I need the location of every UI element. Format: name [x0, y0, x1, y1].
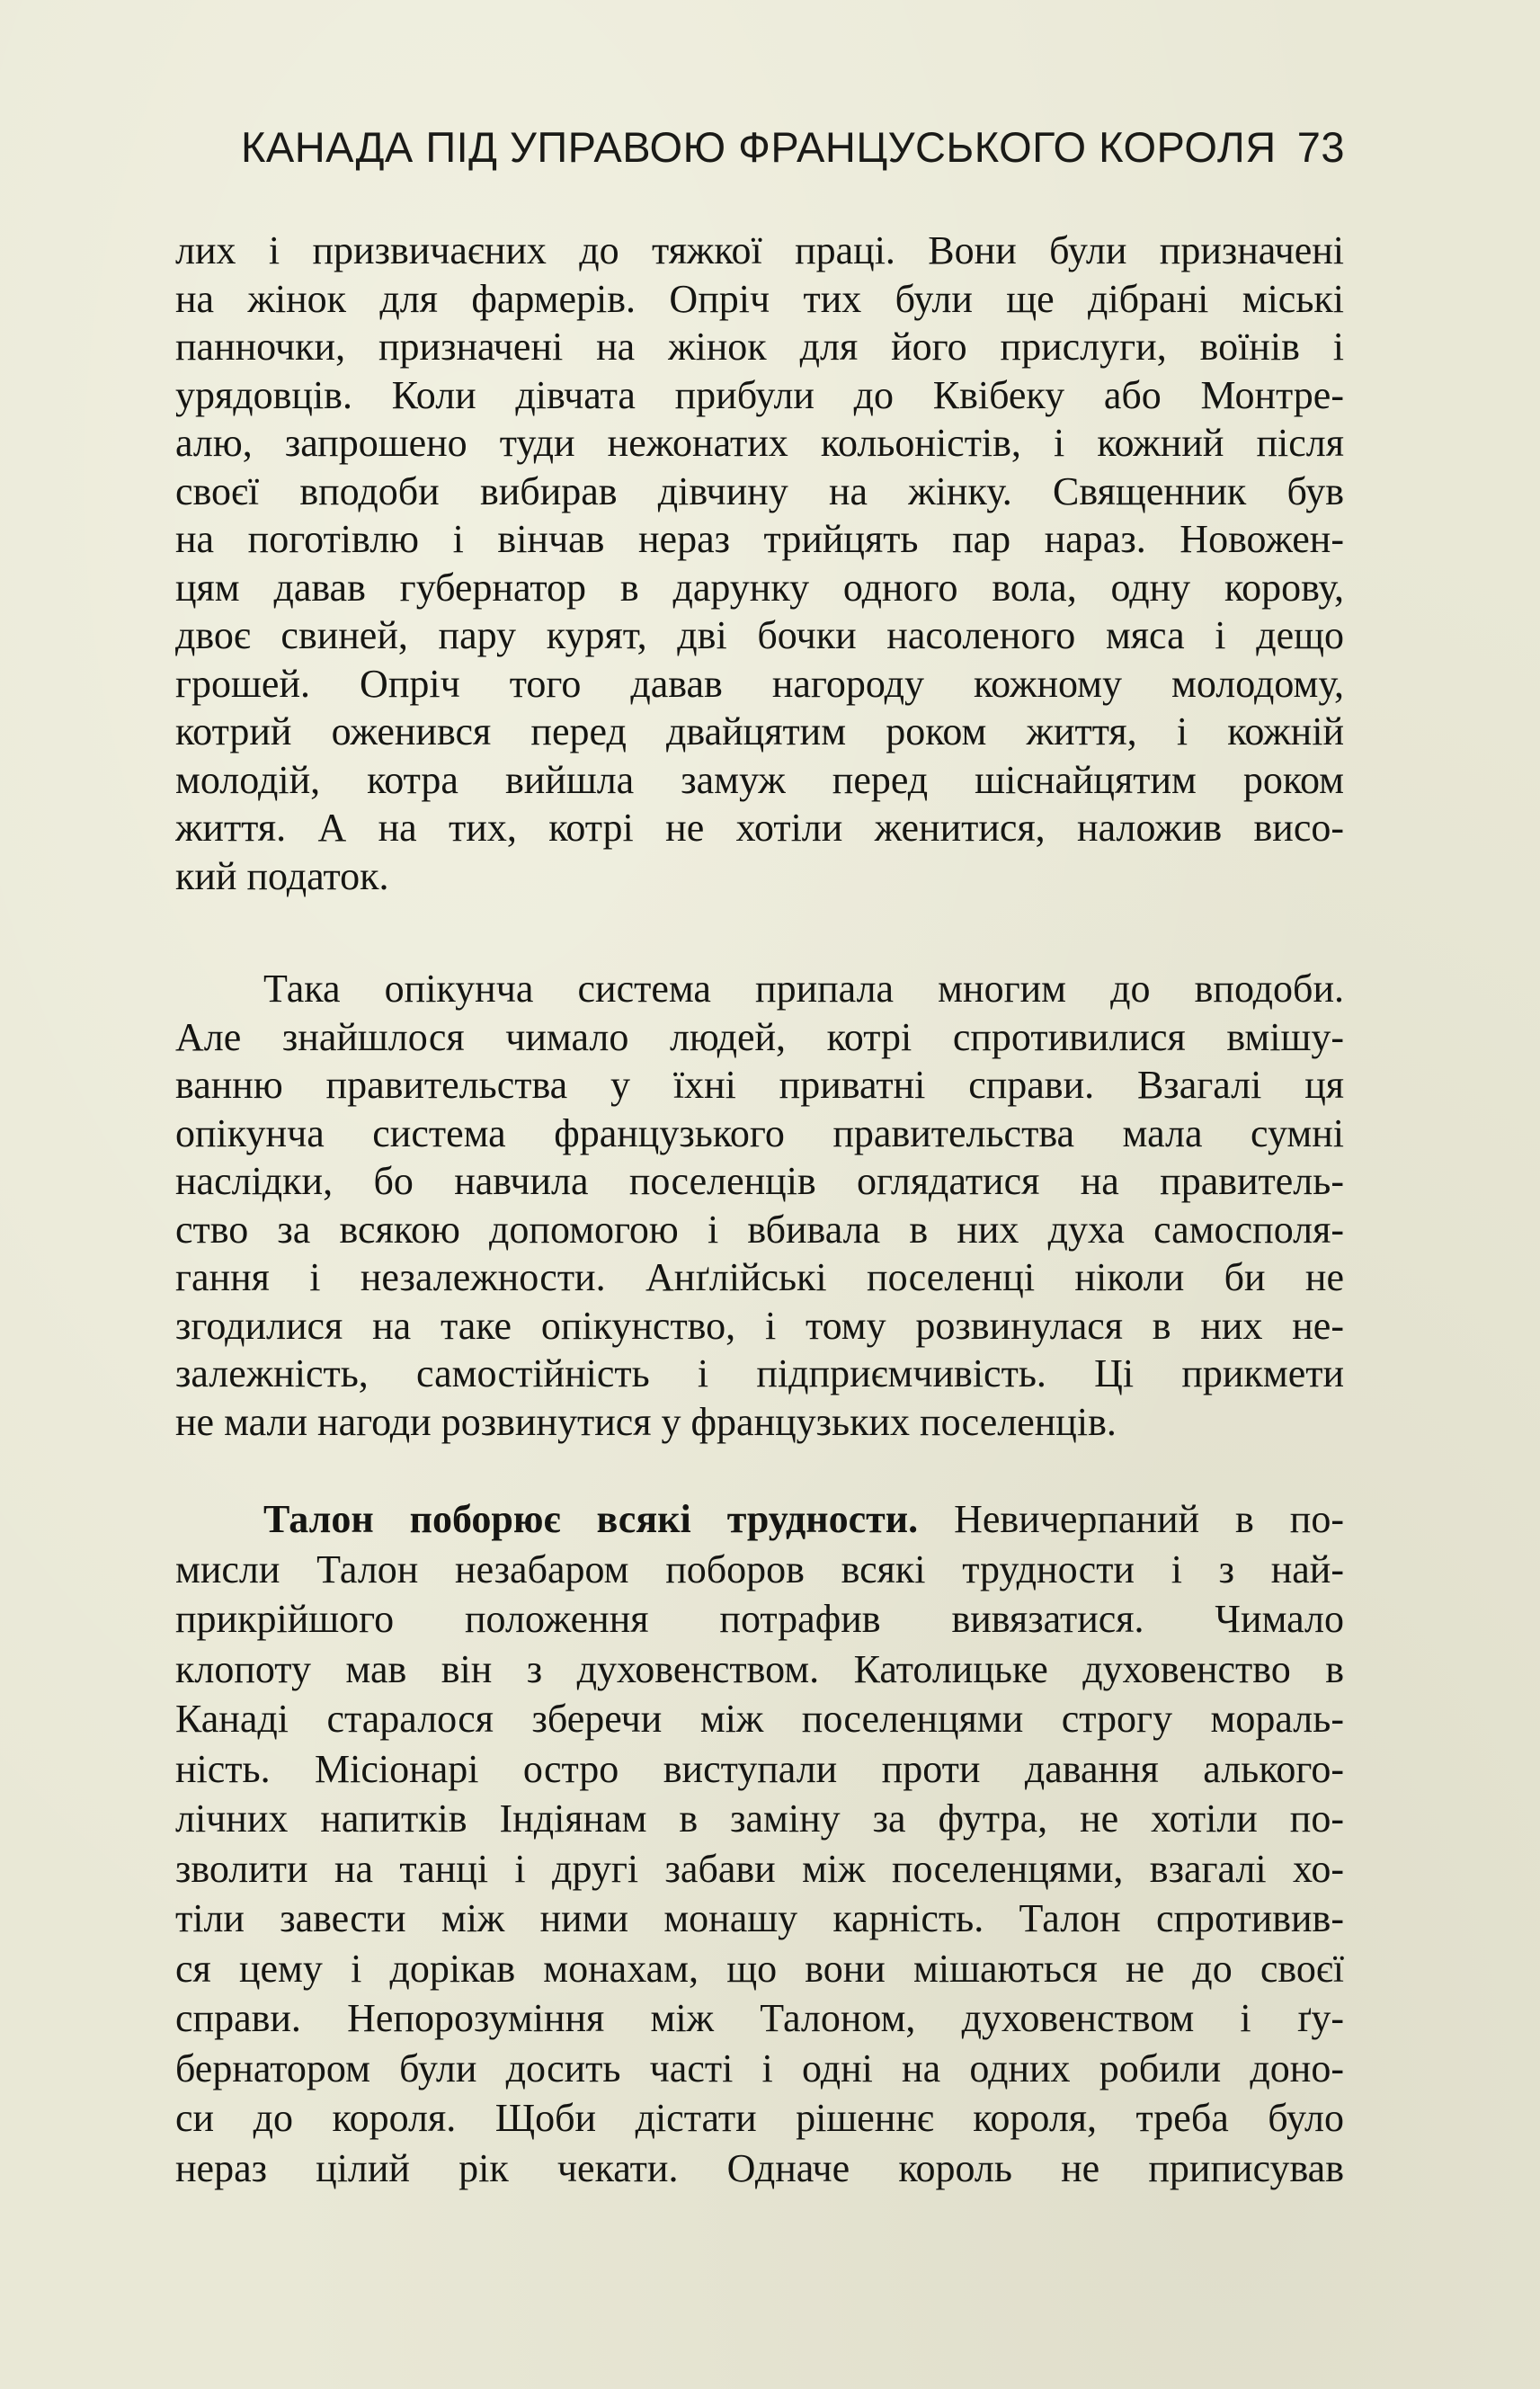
- text-line: гання і незалежности. Анґлійські поселенці ніколи би не: [175, 1255, 1344, 1299]
- text-line: [175, 1494, 1344, 1545]
- text-line: лих і призвичаєних до тяжкої праці. Вони були призначені: [175, 228, 1344, 272]
- text-line: ство за всякою допомогою і вбивала в них духа самосполя-: [175, 1207, 1344, 1252]
- text-line: Але знайшлося чимало людей, котрі спротивилися вмішу-: [175, 1014, 1344, 1059]
- text-line: алю, запрошено туди нежонатих кольоністів, і кожний після: [175, 421, 1344, 465]
- text-line: тіли завести між ними монашу карність. Талон спротивив-: [175, 1896, 1344, 1940]
- text-line: си до короля. Щоби дістати рішеннє короля, треба було: [175, 2096, 1344, 2140]
- page-number: 73: [1296, 123, 1345, 171]
- text-line: ся цему і дорікав монахам, що вони мішаються не до своєї: [175, 1946, 1344, 1991]
- paragraph-1: [175, 227, 1344, 900]
- text-line: цям давав губернатор в дарунку одного вола, одну корову,: [175, 565, 1344, 610]
- text-line: залежність, самостійність і підприємчивість. Ці прикмети: [175, 1351, 1344, 1395]
- text-line: Канаді старалося зберечи між поселенцями строгу мораль-: [175, 1697, 1344, 1741]
- text-line: лічних напитків Індіянам в заміну за футра, не хотіли по-: [175, 1796, 1344, 1841]
- text-line: прикрійшого положення потрафив вивязатися. Чимало: [175, 1597, 1344, 1641]
- text-line: згодилися на таке опікунство, і тому розвинулася в них не-: [175, 1303, 1344, 1348]
- text-line: урядовців. Коли дівчата прибули до Квібеку або Монтре-: [175, 372, 1344, 417]
- text-line: молодій, котра вийшла замуж перед шіснайцятим роком: [175, 757, 1344, 802]
- text-line: опікунча система французького правительства мала сумні: [175, 1110, 1344, 1155]
- text-line: панночки, призначені на жінок для його прислуги, воїнів і: [175, 325, 1344, 369]
- text-line: зволити на танці і другі забави між поселенцями, взагалі хо-: [175, 1846, 1344, 1891]
- text-line: на поготівлю і вінчав нераз трийцять пар нараз. Новожен-: [175, 517, 1344, 561]
- text-line: грошей. Опріч того давав нагороду кожному молодому,: [175, 661, 1344, 706]
- text-line: на жінок для фармерів. Опріч тих були ще дібрані міські: [175, 276, 1344, 321]
- text-line-rest: Невичерпаний в по-: [954, 1497, 1344, 1541]
- text-line: життя. А на тих, котрі не хотіли женитися, наложив висо-: [175, 806, 1344, 850]
- text-line: котрий оженився перед двайцятим роком життя, і кожній: [175, 709, 1344, 753]
- text-line: наслідки, бо навчила поселенців оглядатися на правитель-: [175, 1159, 1344, 1203]
- text-line: не мали нагоди розвинутися у французьких поселенців.: [175, 1399, 1117, 1444]
- text-line: кий податок.: [175, 853, 389, 898]
- text-line: нераз цілий рік чекати. Одначе король не приписував: [175, 2145, 1344, 2190]
- text-line: ність. Місіонарі остро виступали проти давання алького-: [175, 1746, 1344, 1791]
- text-line: Така опікунча система припала многим до вподоби.: [263, 967, 1344, 1011]
- chapter-title: КАНАДА ПІД УПРАВОЮ ФРАНЦУСЬКОГО КОРОЛЯ: [241, 123, 1277, 171]
- paragraph-2: [175, 965, 1344, 1446]
- text-line: своєї вподоби вибирав дівчину на жінку. Священник був: [175, 468, 1344, 513]
- text-line: справи. Непорозуміння між Талоном, духовенством і ґу-: [175, 1996, 1344, 2040]
- text-line: ванню правительства у їхні приватні справи. Взагалі ця: [175, 1063, 1344, 1107]
- section-heading: Талон поборює всякі трудности.: [263, 1497, 919, 1541]
- text-line: мисли Талон незабаром поборов всякі трудности і з най-: [175, 1547, 1344, 1591]
- paragraph-3: [175, 1494, 1344, 2193]
- text-line: клопоту мав він з духовенством. Католицьке духовенство в: [175, 1646, 1344, 1691]
- text-line: двоє свиней, пару курят, дві бочки насоленого мяса і дещо: [175, 613, 1344, 657]
- text-line: бернатором були досить часті і одні на одних робили доно-: [175, 2046, 1344, 2090]
- running-header: [241, 122, 1345, 185]
